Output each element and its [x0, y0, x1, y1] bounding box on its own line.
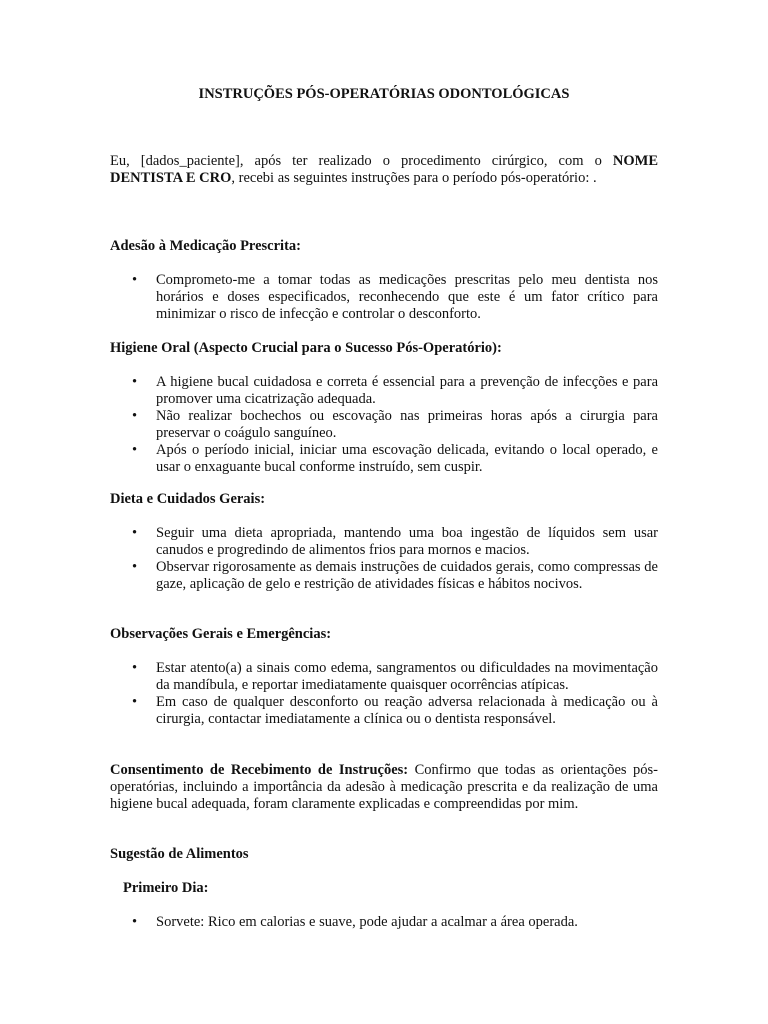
- diet-list: [110, 525, 658, 593]
- section-heading-observations: Observações Gerais e Emergências:: [110, 626, 332, 642]
- list-item: • A higiene bucal cuidadosa e correta é essencial para a prevenção de infecções e para promover uma cicatrização adequada.: [110, 374, 658, 408]
- list-item: • Seguir uma dieta apropriada, mantendo uma boa ingestão de líquidos sem usar canudos e progredindo de alimentos frios para mornos e macios.: [110, 525, 658, 559]
- list-item: • Estar atento(a) a sinais como edema, sangramentos ou dificuldades na movimentação da mandíbula, e reportar imediatamente quaisquer ocorrências atípicas.: [110, 660, 658, 694]
- consent-label: Consentimento de Recebimento de Instruções:: [110, 762, 409, 778]
- intro-paragraph: [110, 153, 658, 187]
- list-item: • Sorvete: Rico em calorias e suave, pode ajudar a acalmar a área operada.: [110, 914, 658, 931]
- list-item: • Não realizar bochechos ou escovação nas primeiras horas após a cirurgia para preservar o coágulo sanguíneo.: [110, 408, 658, 442]
- list-item: • Após o período inicial, iniciar uma escovação delicada, evitando o local operado, e usar o enxaguante bucal conforme instruído, sem cuspir.: [110, 442, 658, 476]
- section-heading-diet: Dieta e Cuidados Gerais:: [110, 491, 266, 507]
- list-item: • Observar rigorosamente as demais instruções de cuidados gerais, como compressas de gaze, aplicação de gelo e restrição de atividades físicas e hábitos nocivos.: [110, 559, 658, 593]
- consent-paragraph: [110, 762, 658, 813]
- consent-text: Confirmo que todas as orientações pós-operatórias, incluindo a importância da adesão à medicação prescrita e da realização de uma higiene bucal adequada, foram claramente explicadas e compreendidas por mim.: [110, 762, 658, 812]
- list-item: • Em caso de qualquer desconforto ou reação adversa relacionada à medicação ou à cirurgia, contactar imediatamente a clínica ou o dentista responsável.: [110, 694, 658, 728]
- observations-list: [110, 660, 658, 728]
- list-item: • Comprometo-me a tomar todas as medicações prescritas pelo meu dentista nos horários e doses especificados, reconhecendo que este é um fator crítico para minimizar o risco de infecção e controlar o desconforto.: [110, 272, 658, 323]
- oral-hygiene-list: [110, 374, 658, 476]
- food-suggestions-heading: Sugestão de Alimentos: [110, 846, 249, 862]
- section-heading-oral-hygiene: Higiene Oral (Aspecto Crucial para o Sucesso Pós-Operatório):: [110, 340, 502, 356]
- section-heading-medication: Adesão à Medicação Prescrita:: [110, 238, 301, 254]
- document-title: INSTRUÇÕES PÓS-OPERATÓRIAS ODONTOLÓGICAS: [198, 86, 570, 102]
- first-day-heading: Primeiro Dia:: [123, 880, 209, 896]
- intro-text-start: Eu, [dados_paciente], após ter realizado o procedimento cirúrgico, com o: [110, 153, 613, 169]
- dentist-placeholder: NOME DENTISTA E CRO: [110, 153, 658, 186]
- first-day-list: [110, 914, 658, 931]
- medication-list: [110, 272, 658, 323]
- intro-text-end: , recebi as seguintes instruções para o período pós-operatório: .: [231, 170, 597, 186]
